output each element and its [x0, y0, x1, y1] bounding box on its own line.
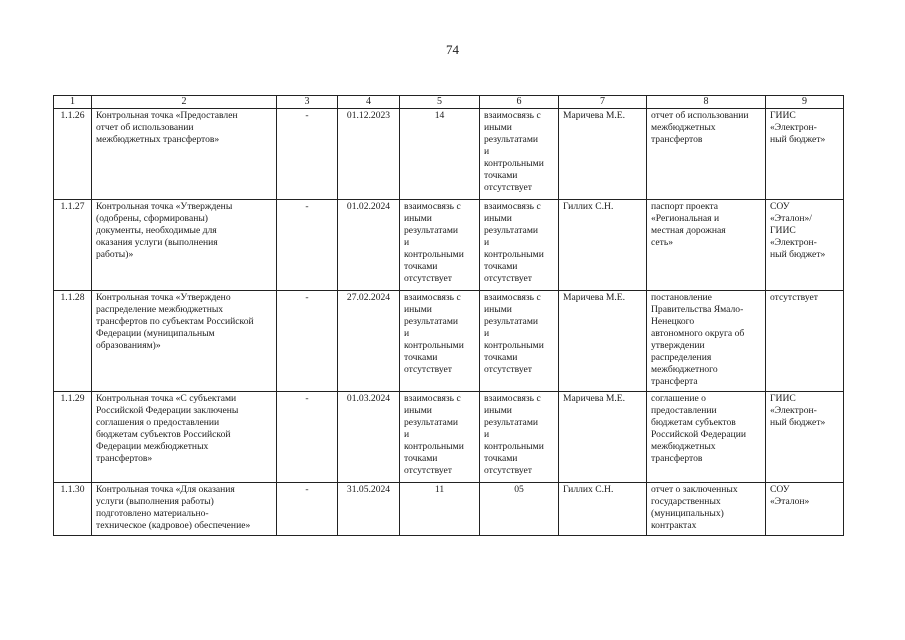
column-6-value: взаимосвязь с иными результатами и контрольными точками отсутствует	[480, 200, 559, 291]
responsible-person: Маричева М.Е.	[559, 291, 647, 392]
table-row	[54, 483, 844, 536]
table-row	[54, 109, 844, 200]
column-5-value: 14	[400, 109, 480, 200]
deadline-date: 27.02.2024	[338, 291, 400, 392]
table-row	[54, 392, 844, 483]
information-system: ГИИС «Электрон- ный бюджет»	[766, 109, 844, 200]
document-type: отчет о заключенных государственных (муниципальных) контрактах	[647, 483, 766, 536]
column-3-value: -	[277, 483, 338, 536]
deadline-date: 31.05.2024	[338, 483, 400, 536]
control-point-name: Контрольная точка «Для оказания услуги (выполнения работы) подготовлено материально- техническое (кадровое) обеспечение»	[92, 483, 277, 536]
column-3-value: -	[277, 291, 338, 392]
row-number: 1.1.29	[54, 392, 92, 483]
column-6-value: взаимосвязь с иными результатами и контрольными точками отсутствует	[480, 291, 559, 392]
header-row	[54, 96, 844, 109]
control-point-name: Контрольная точка «Предоставлен отчет об использовании межбюджетных трансфертов»	[92, 109, 277, 200]
header-cell: 4	[338, 96, 400, 109]
header-cell: 5	[400, 96, 480, 109]
column-3-value: -	[277, 392, 338, 483]
control-point-name: Контрольная точка «С субъектами Российской Федерации заключены соглашения о предоставлении бюджетам субъектов Российской Федерации межбюджетных трансфертов»	[92, 392, 277, 483]
document-type: отчет об использовании межбюджетных трансфертов	[647, 109, 766, 200]
column-6-value: взаимосвязь с иными результатами и контрольными точками отсутствует	[480, 109, 559, 200]
header-cell: 3	[277, 96, 338, 109]
row-number: 1.1.30	[54, 483, 92, 536]
row-number: 1.1.27	[54, 200, 92, 291]
column-5-value: взаимосвязь с иными результатами и контрольными точками отсутствует	[400, 392, 480, 483]
information-system: СОУ «Эталон»/ ГИИС «Электрон- ный бюджет»	[766, 200, 844, 291]
deadline-date: 01.03.2024	[338, 392, 400, 483]
information-system: ГИИС «Электрон- ный бюджет»	[766, 392, 844, 483]
responsible-person: Гиллих С.Н.	[559, 483, 647, 536]
row-number: 1.1.28	[54, 291, 92, 392]
information-system: отсутствует	[766, 291, 844, 392]
deadline-date: 01.12.2023	[338, 109, 400, 200]
document-type: соглашение о предоставлении бюджетам субъектов Российской Федерации межбюджетных трансфертов	[647, 392, 766, 483]
control-point-name: Контрольная точка «Утверждены (одобрены, сформированы) документы, необходимые для оказания услуги (выполнения работы)»	[92, 200, 277, 291]
row-number: 1.1.26	[54, 109, 92, 200]
table-row	[54, 200, 844, 291]
header-cell: 1	[54, 96, 92, 109]
header-cell: 6	[480, 96, 559, 109]
header-cell: 7	[559, 96, 647, 109]
column-5-value: взаимосвязь с иными результатами и контрольными точками отсутствует	[400, 291, 480, 392]
responsible-person: Маричева М.Е.	[559, 392, 647, 483]
column-6-value: 05	[480, 483, 559, 536]
document-type: постановление Правительства Ямало- Ненецкого автономного округа об утверждении распределения межбюджетного трансферта	[647, 291, 766, 392]
responsible-person: Маричева М.Е.	[559, 109, 647, 200]
column-6-value: взаимосвязь с иными результатами и контрольными точками отсутствует	[480, 392, 559, 483]
header-cell: 9	[766, 96, 844, 109]
page-number: 74	[446, 42, 459, 57]
control-points-table	[53, 95, 844, 536]
column-5-value: 11	[400, 483, 480, 536]
responsible-person: Гиллих С.Н.	[559, 200, 647, 291]
header-cell: 8	[647, 96, 766, 109]
column-3-value: -	[277, 200, 338, 291]
table-row	[54, 291, 844, 392]
control-point-name: Контрольная точка «Утверждено распределение межбюджетных трансфертов по субъектам Российской Федерации (муниципальным образованиям)»	[92, 291, 277, 392]
column-5-value: взаимосвязь с иными результатами и контрольными точками отсутствует	[400, 200, 480, 291]
column-3-value: -	[277, 109, 338, 200]
document-type: паспорт проекта «Региональная и местная дорожная сеть»	[647, 200, 766, 291]
header-cell: 2	[92, 96, 277, 109]
deadline-date: 01.02.2024	[338, 200, 400, 291]
information-system: СОУ «Эталон»	[766, 483, 844, 536]
